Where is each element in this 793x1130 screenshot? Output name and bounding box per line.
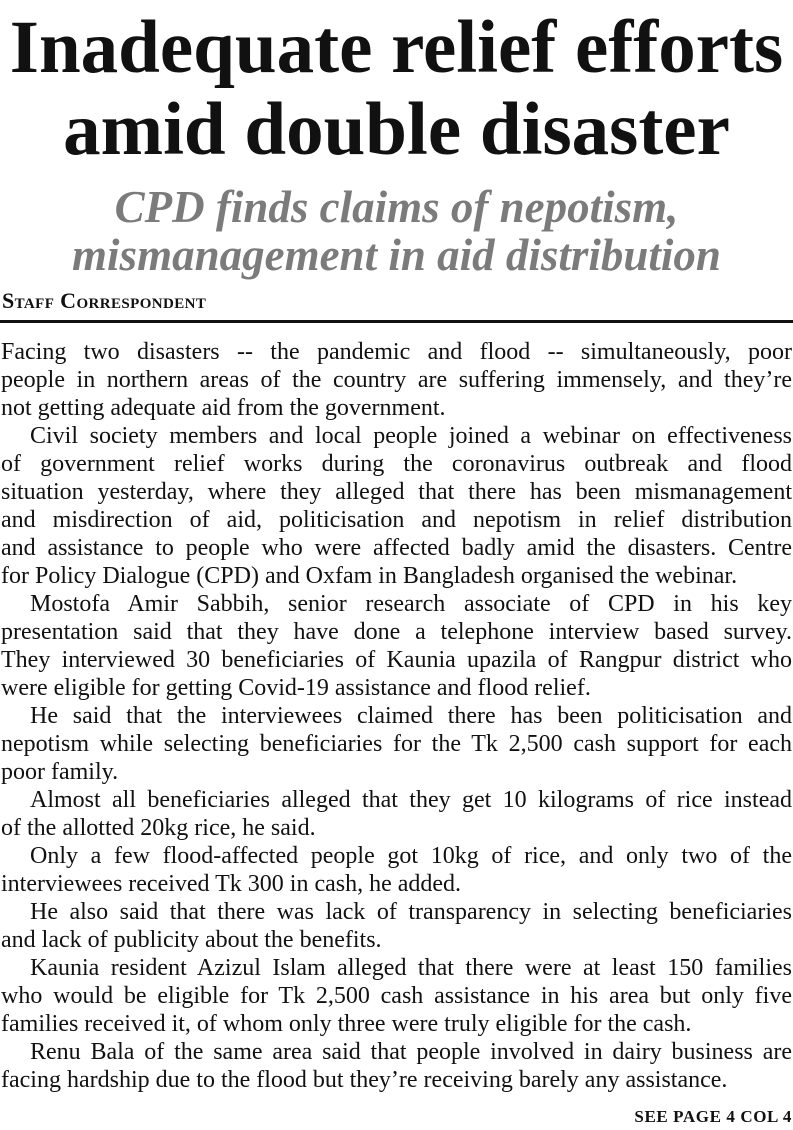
body-line: and assistance to people who were affected badly amid the disasters. Centre — [1, 535, 792, 561]
body-line: for Policy Dialogue (CPD) and Oxfam in Bangladesh organised the webinar. — [1, 563, 738, 589]
body-line: Mostofa Amir Sabbih, senior research associate of CPD in his key — [30, 591, 792, 617]
body-line: Renu Bala of the same area said that people involved in dairy business are — [30, 1039, 792, 1065]
body-paragraph — [1, 422, 792, 590]
article-body — [1, 338, 792, 1094]
body-line: poor family. — [1, 759, 119, 785]
body-paragraph — [1, 702, 792, 786]
body-line: families received it, of whom only three were truly eligible for the cash. — [1, 1011, 692, 1037]
headline-line-2: amid double disaster — [63, 88, 730, 171]
body-line: presentation said that they have done a telephone interview based survey. — [1, 619, 792, 645]
body-paragraph — [1, 898, 792, 954]
body-line: were eligible for getting Covid-19 assistance and flood relief. — [1, 675, 591, 701]
body-line: They interviewed 30 beneficiaries of Kaunia upazila of Rangpur district who — [1, 647, 792, 673]
body-line: and lack of publicity about the benefits. — [1, 927, 382, 953]
body-line: Facing two disasters -- the pandemic and flood -- simultaneously, poor — [1, 339, 792, 365]
byline: Staff Correspondent — [2, 288, 207, 313]
body-line: He also said that there was lack of transparency in selecting beneficiaries — [30, 899, 792, 925]
body-line: interviewees received Tk 300 in cash, he added. — [1, 871, 462, 897]
continuation-note: SEE PAGE 4 COL 4 — [634, 1107, 792, 1126]
body-line: who would be eligible for Tk 2,500 cash assistance in his area but only five — [1, 983, 792, 1009]
subheadline-line-1: CPD finds claims of nepotism, — [114, 182, 679, 232]
byline-divider — [0, 320, 793, 323]
body-paragraph — [1, 338, 792, 422]
body-paragraph — [1, 1038, 792, 1094]
body-line: facing hardship due to the flood but they’re receiving barely any assistance. — [1, 1067, 728, 1093]
body-line: Kaunia resident Azizul Islam alleged that there were at least 150 families — [30, 955, 792, 981]
body-line: not getting adequate aid from the government. — [1, 395, 446, 421]
body-line: of the allotted 20kg rice, he said. — [1, 815, 316, 841]
headline — [0, 7, 793, 171]
body-line: Civil society members and local people joined a webinar on effectiveness — [30, 423, 792, 449]
body-paragraph — [1, 954, 792, 1038]
body-line: nepotism while selecting beneficiaries for the Tk 2,500 cash support for each — [1, 731, 792, 757]
headline-line-1: Inadequate relief efforts — [9, 6, 784, 89]
body-paragraph — [1, 786, 792, 842]
body-line: Almost all beneficiaries alleged that they get 10 kilograms of rice instead — [30, 787, 792, 813]
subheadline-line-2: mismanagement in aid distribution — [72, 230, 721, 280]
body-line: and misdirection of aid, politicisation and nepotism in relief distribution — [1, 507, 792, 533]
body-line: of government relief works during the coronavirus outbreak and flood — [1, 451, 792, 477]
body-paragraph — [1, 842, 792, 898]
body-line: situation yesterday, where they alleged that there has been mismanagement — [1, 479, 792, 505]
body-paragraph — [1, 590, 792, 702]
body-line: people in northern areas of the country are suffering immensely, and they’re — [1, 367, 792, 393]
subheadline — [0, 183, 793, 279]
body-line: He said that the interviewees claimed there has been politicisation and — [30, 703, 792, 729]
body-line: Only a few flood-affected people got 10kg of rice, and only two of the — [30, 843, 792, 869]
